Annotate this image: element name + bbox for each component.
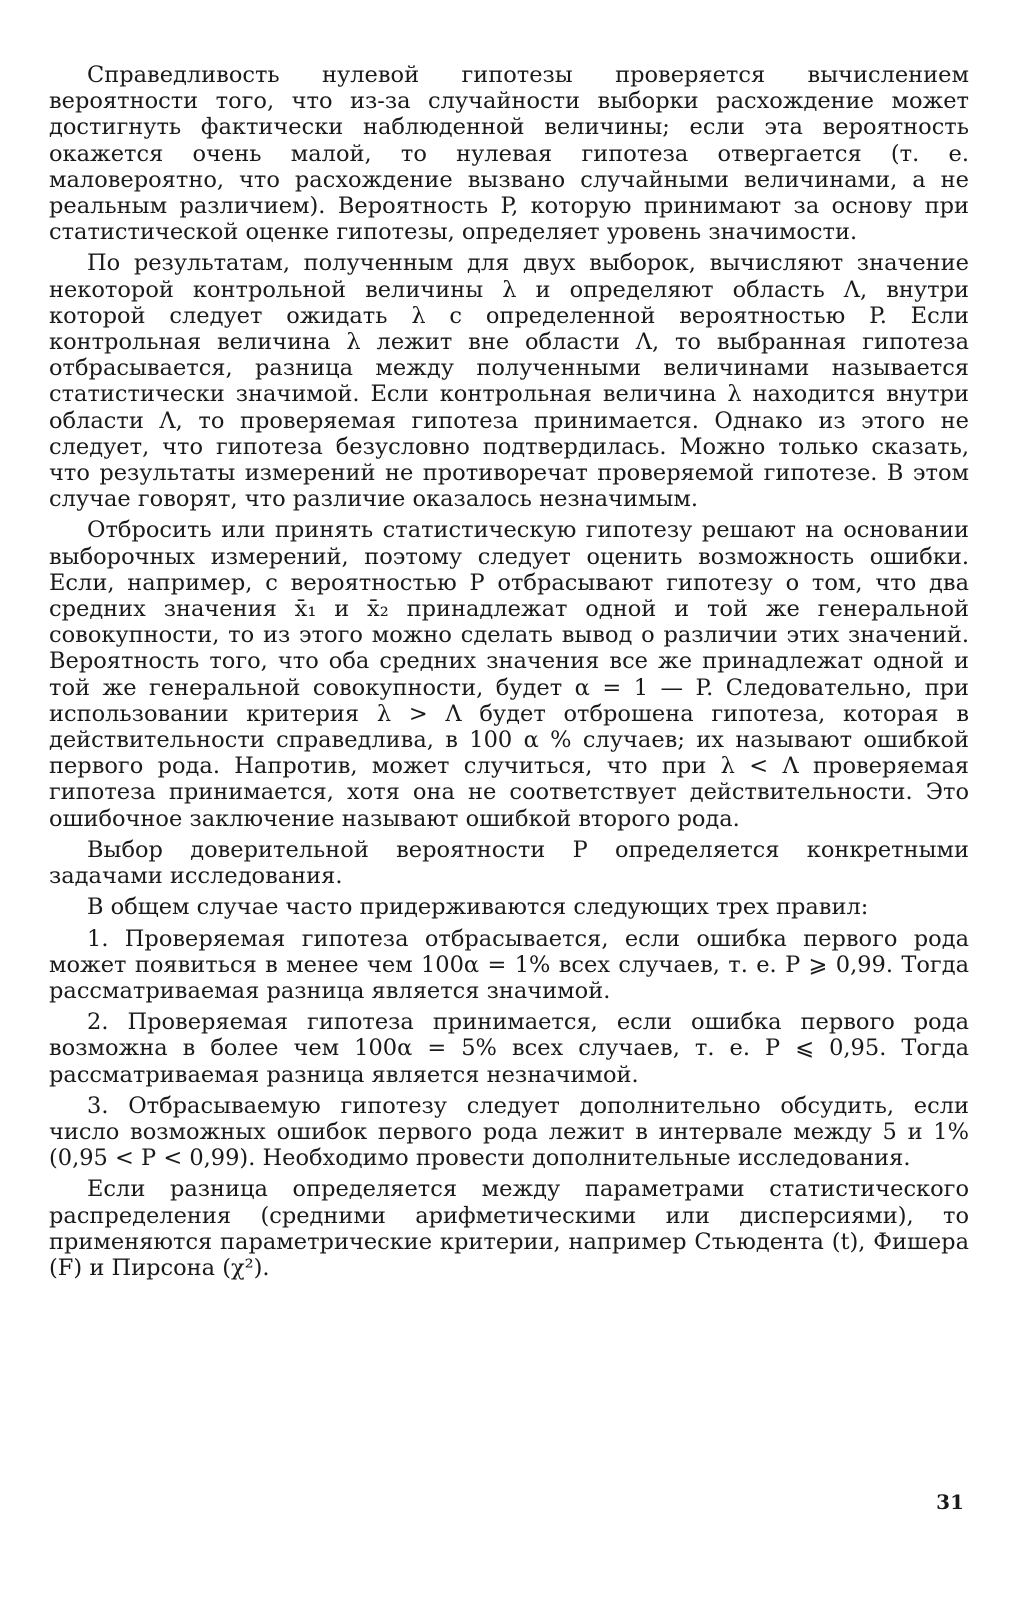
- paragraph-rules-intro: В общем случае часто придерживаются следующих трех правил:: [87, 894, 869, 921]
- page-body: [49, 62, 969, 1281]
- paragraph-rule-2: 2. Проверяемая гипотеза принимается, если ошибка первого рода возможна в более чем 100α = 5% всех случаев, т. е. P ⩽ 0,95. Тогда рассматриваемая разница является незначимой.: [49, 1009, 969, 1088]
- paragraph-control-value: По результатам, полученным для двух выборок, вычисляют значение некоторой контрольной величины λ и определяют область Λ, внутри которой следует ожидать λ с определенной вероятностью P. Если контрольная величина λ лежит вне области Λ, то выбранная гипотеза отбрасывается, разница между полученными величинами называется статистически значимой. Если контрольная величина λ находится внутри области Λ, то проверяемая гипотеза принимается. Однако из этого не следует, что гипотеза безусловно подтвердилась. Можно только сказать, что результаты измерений не противоречат проверяемой гипотезе. В этом случае говорят, что различие оказалось незначимым.: [49, 250, 969, 513]
- page-number: 31: [936, 1490, 964, 1514]
- paragraph-parametric-criteria: Если разница определяется между параметрами статистического распределения (средними арифметическими или дисперсиями), то применяются параметрические критерии, например Стьюдента (t), Фишера (F) и Пирсона (χ²).: [49, 1176, 969, 1281]
- paragraph-null-hypothesis: Справедливость нулевой гипотезы проверяется вычислением вероятности того, что из-за случайности выборки расхождение может достигнуть фактически наблюденной величины; если эта вероятность окажется очень малой, то нулевая гипотеза отвергается (т. е. маловероятно, что расхождение вызвано случайными величинами, а не реальным различием). Вероятность P, которую принимают за основу при статистической оценке гипотезы, определяет уровень значимости.: [49, 62, 969, 246]
- paragraph-error-types: Отбросить или принять статистическую гипотезу решают на основании выборочных измерений, поэтому следует оценить возможность ошибки. Если, например, с вероятностью P отбрасывают гипотезу о том, что два средних значения x̄₁ и x̄₂ принадлежат одной и той же генеральной совокупности, то из этого можно сделать вывод о различии этих значений. Вероятность того, что оба средних значения все же принадлежат одной и той же генеральной совокупности, будет α = 1 — P. Следовательно, при использовании критерия λ > Λ будет отброшена гипотеза, которая в действительности справедлива, в 100 α % случаев; их называют ошибкой первого рода. Напротив, может случиться, что при λ < Λ проверяемая гипотеза принимается, хотя она не соответствует действительности. Это ошибочное заключение называют ошибкой второго рода.: [49, 517, 969, 832]
- paragraph-confidence-choice: Выбор доверительной вероятности P определяется конкретными задачами исследования.: [49, 836, 969, 890]
- paragraph-rule-3: 3. Отбрасываемую гипотезу следует дополнительно обсудить, если число возможных ошибок первого рода лежит в интервале между 5 и 1% (0,95 < P < 0,99). Необходимо провести дополнительные исследования.: [49, 1092, 969, 1172]
- paragraph-rule-1: 1. Проверяемая гипотеза отбрасывается, если ошибка первого рода может появиться в менее чем 100α = 1% всех случаев, т. е. P ⩾ 0,99. Тогда рассматриваемая разница является значимой.: [49, 925, 969, 1004]
